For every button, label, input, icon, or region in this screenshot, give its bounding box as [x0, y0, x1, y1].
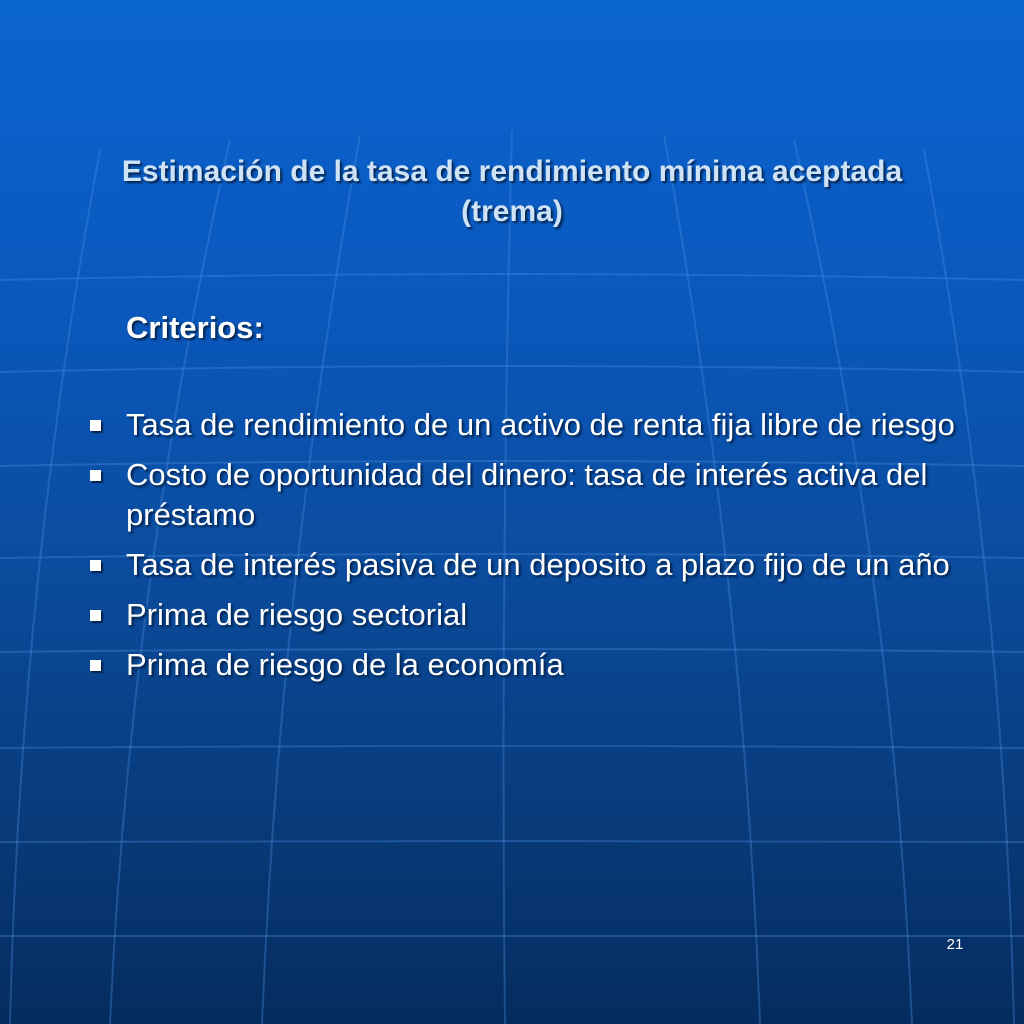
square-bullet-icon: [90, 560, 101, 571]
list-item: [80, 645, 960, 685]
square-bullet-icon: [90, 420, 101, 431]
list-item-text: Tasa de interés pasiva de un deposito a plazo fijo de un año: [126, 547, 950, 582]
list-item-text: Costo de oportunidad del dinero: tasa de interés activa del préstamo: [126, 457, 928, 532]
list-item-text: Tasa de rendimiento de un activo de renta fija libre de riesgo: [126, 407, 955, 442]
list-item-text: Prima de riesgo sectorial: [126, 597, 468, 632]
criteria-heading: Criterios:: [126, 310, 264, 345]
square-bullet-icon: [90, 660, 101, 671]
criteria-list: [80, 405, 960, 695]
page-number: 21: [946, 936, 964, 953]
slide-title: Estimación de la tasa de rendimiento mínima aceptada (trema): [121, 155, 903, 228]
list-item: [80, 455, 960, 535]
list-item: [80, 405, 960, 445]
list-item: [80, 545, 960, 585]
list-item-text: Prima de riesgo de la economía: [126, 647, 564, 682]
list-item: [80, 595, 960, 635]
square-bullet-icon: [90, 610, 101, 621]
square-bullet-icon: [90, 470, 101, 481]
